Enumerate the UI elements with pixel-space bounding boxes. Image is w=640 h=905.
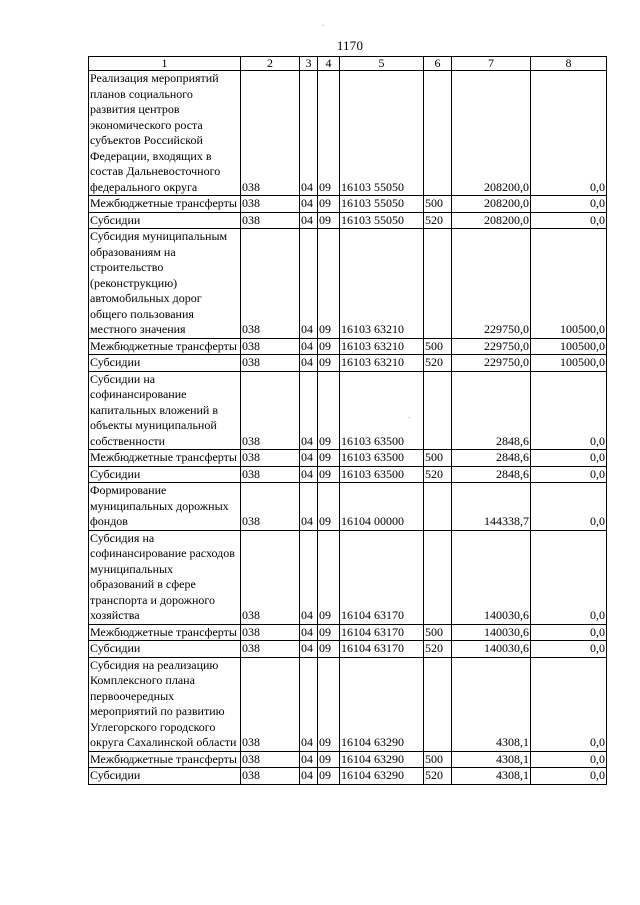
cell-col8: 0,0 xyxy=(531,371,607,450)
page-number: 1170 xyxy=(336,38,364,53)
cell-col2: 038 xyxy=(241,768,300,785)
cell-col8: 0,0 xyxy=(531,196,607,213)
cell-col8: 0,0 xyxy=(531,624,607,641)
cell-col6: 520 xyxy=(424,355,452,372)
cell-col7: 140030,6 xyxy=(452,530,531,624)
cell-col8: 0,0 xyxy=(531,751,607,768)
cell-col7: 208200,0 xyxy=(452,71,531,196)
cell-col7: 208200,0 xyxy=(452,196,531,213)
cell-col5: 16103 63210 xyxy=(340,229,424,339)
cell-col2: 038 xyxy=(241,624,300,641)
cell-col3: 04 xyxy=(300,466,318,483)
cell-col5: 16104 63290 xyxy=(340,657,424,751)
column-header: 5 xyxy=(340,57,424,71)
table-row xyxy=(89,229,607,339)
cell-name: Субсидии xyxy=(89,768,241,785)
cell-col7: 229750,0 xyxy=(452,229,531,339)
cell-col5: 16103 63500 xyxy=(340,450,424,467)
cell-col6: 500 xyxy=(424,450,452,467)
cell-col3: 04 xyxy=(300,212,318,229)
cell-col7: 2848,6 xyxy=(452,450,531,467)
cell-col8: 0,0 xyxy=(531,466,607,483)
cell-col5: 16104 63290 xyxy=(340,751,424,768)
cell-name: Субсидия муниципальным образованиям на строительство (реконструкцию) автомобильных дорог общего пользования местного значения xyxy=(89,229,241,339)
cell-col6: 500 xyxy=(424,624,452,641)
cell-col5: 16103 55050 xyxy=(340,212,424,229)
cell-name: Субсидия на софинансирование расходов муниципальных образований в сфере транспорта и дорожного хозяйства xyxy=(89,530,241,624)
cell-col3: 04 xyxy=(300,657,318,751)
header-row xyxy=(89,57,607,71)
cell-col3: 04 xyxy=(300,229,318,339)
table-row xyxy=(89,530,607,624)
cell-col3: 04 xyxy=(300,751,318,768)
cell-col6: 500 xyxy=(424,338,452,355)
cell-col4: 09 xyxy=(318,657,340,751)
cell-col4: 09 xyxy=(318,338,340,355)
cell-col8: 0,0 xyxy=(531,212,607,229)
cell-col8: 0,0 xyxy=(531,530,607,624)
cell-col7: 229750,0 xyxy=(452,355,531,372)
cell-col4: 09 xyxy=(318,196,340,213)
table-row xyxy=(89,751,607,768)
cell-col3: 04 xyxy=(300,371,318,450)
cell-name: Субсидия на реализацию Комплексного плана первоочередных мероприятий по развитию Углегорского городского округа Сахалинской области xyxy=(89,657,241,751)
cell-name: Субсидии xyxy=(89,212,241,229)
cell-col6 xyxy=(424,229,452,339)
cell-col2: 038 xyxy=(241,212,300,229)
cell-col7: 4308,1 xyxy=(452,751,531,768)
table-row xyxy=(89,355,607,372)
table-row xyxy=(89,450,607,467)
cell-col6 xyxy=(424,530,452,624)
cell-name: Межбюджетные трансферты xyxy=(89,338,241,355)
cell-col3: 04 xyxy=(300,450,318,467)
cell-col7: 2848,6 xyxy=(452,466,531,483)
column-header: 1 xyxy=(89,57,241,71)
cell-name: Субсидии xyxy=(89,355,241,372)
cell-col2: 038 xyxy=(241,371,300,450)
table-row xyxy=(89,338,607,355)
table-row xyxy=(89,641,607,658)
cell-col2: 038 xyxy=(241,71,300,196)
column-header: 6 xyxy=(424,57,452,71)
cell-col4: 09 xyxy=(318,530,340,624)
column-header: 2 xyxy=(241,57,300,71)
cell-col5: 16103 55050 xyxy=(340,71,424,196)
cell-col6: 500 xyxy=(424,751,452,768)
cell-col4: 09 xyxy=(318,212,340,229)
table-row xyxy=(89,624,607,641)
cell-col3: 04 xyxy=(300,355,318,372)
cell-col3: 04 xyxy=(300,530,318,624)
table-row xyxy=(89,768,607,785)
cell-col4: 09 xyxy=(318,483,340,531)
cell-col5: 16104 63170 xyxy=(340,624,424,641)
cell-name: Субсидии xyxy=(89,466,241,483)
cell-col6: 500 xyxy=(424,196,452,213)
cell-col8: 0,0 xyxy=(531,657,607,751)
cell-col4: 09 xyxy=(318,450,340,467)
cell-col2: 038 xyxy=(241,657,300,751)
cell-col3: 04 xyxy=(300,483,318,531)
cell-col5: 16103 63500 xyxy=(340,371,424,450)
cell-col7: 144338,7 xyxy=(452,483,531,531)
cell-col5: 16103 63500 xyxy=(340,466,424,483)
cell-col6: 520 xyxy=(424,212,452,229)
cell-col6 xyxy=(424,371,452,450)
cell-col4: 09 xyxy=(318,466,340,483)
cell-col2: 038 xyxy=(241,483,300,531)
table-row xyxy=(89,466,607,483)
cell-col5: 16104 63170 xyxy=(340,530,424,624)
cell-col2: 038 xyxy=(241,229,300,339)
cell-col7: 4308,1 xyxy=(452,657,531,751)
column-header: 7 xyxy=(452,57,531,71)
cell-col3: 04 xyxy=(300,768,318,785)
table-row xyxy=(89,657,607,751)
cell-name: Реализация мероприятий планов социального развития центров экономического роста субъектов Российской Федерации, входящих в состав Дальневосточного федерального округа xyxy=(89,71,241,196)
cell-col4: 09 xyxy=(318,371,340,450)
cell-col6 xyxy=(424,71,452,196)
cell-col5: 16104 00000 xyxy=(340,483,424,531)
cell-name: Субсидии на софинансирование капитальных вложений в объекты муниципальной собственности xyxy=(89,371,241,450)
cell-col8: 0,0 xyxy=(531,71,607,196)
cell-name: Межбюджетные трансферты xyxy=(89,624,241,641)
scan-speck: . xyxy=(322,18,325,28)
cell-col4: 09 xyxy=(318,229,340,339)
cell-col5: 16104 63290 xyxy=(340,768,424,785)
cell-col3: 04 xyxy=(300,624,318,641)
column-header: 4 xyxy=(318,57,340,71)
cell-col6: 520 xyxy=(424,641,452,658)
cell-name: Субсидии xyxy=(89,641,241,658)
table-row xyxy=(89,212,607,229)
cell-col4: 09 xyxy=(318,768,340,785)
cell-col2: 038 xyxy=(241,530,300,624)
cell-col4: 09 xyxy=(318,71,340,196)
cell-col8: 0,0 xyxy=(531,483,607,531)
cell-col4: 09 xyxy=(318,355,340,372)
table-body xyxy=(89,57,607,785)
cell-col8: 100500,0 xyxy=(531,229,607,339)
cell-name: Межбюджетные трансферты xyxy=(89,196,241,213)
cell-col2: 038 xyxy=(241,355,300,372)
cell-col2: 038 xyxy=(241,196,300,213)
budget-table xyxy=(88,56,607,785)
cell-col6 xyxy=(424,483,452,531)
cell-col7: 2848,6 xyxy=(452,371,531,450)
cell-col8: 100500,0 xyxy=(531,338,607,355)
column-header: 3 xyxy=(300,57,318,71)
table-row xyxy=(89,483,607,531)
table-row xyxy=(89,371,607,450)
cell-col6: 520 xyxy=(424,466,452,483)
cell-col7: 229750,0 xyxy=(452,338,531,355)
cell-col2: 038 xyxy=(241,466,300,483)
cell-col6: 520 xyxy=(424,768,452,785)
cell-name: Межбюджетные трансферты xyxy=(89,751,241,768)
table-row xyxy=(89,71,607,196)
cell-col7: 208200,0 xyxy=(452,212,531,229)
scan-speck: . xyxy=(408,410,411,420)
cell-col2: 038 xyxy=(241,641,300,658)
cell-col8: 0,0 xyxy=(531,450,607,467)
cell-col3: 04 xyxy=(300,338,318,355)
column-header: 8 xyxy=(531,57,607,71)
cell-col4: 09 xyxy=(318,641,340,658)
cell-col7: 4308,1 xyxy=(452,768,531,785)
cell-col6 xyxy=(424,657,452,751)
cell-col5: 16103 55050 xyxy=(340,196,424,213)
cell-col8: 0,0 xyxy=(531,768,607,785)
cell-col3: 04 xyxy=(300,71,318,196)
cell-col2: 038 xyxy=(241,751,300,768)
cell-col4: 09 xyxy=(318,751,340,768)
cell-col7: 140030,6 xyxy=(452,641,531,658)
cell-col5: 16103 63210 xyxy=(340,355,424,372)
cell-col2: 038 xyxy=(241,450,300,467)
cell-name: Формирование муниципальных дорожных фондов xyxy=(89,483,241,531)
cell-col4: 09 xyxy=(318,624,340,641)
cell-col3: 04 xyxy=(300,641,318,658)
table-row xyxy=(89,196,607,213)
cell-col3: 04 xyxy=(300,196,318,213)
cell-col8: 0,0 xyxy=(531,641,607,658)
cell-col2: 038 xyxy=(241,338,300,355)
cell-col8: 100500,0 xyxy=(531,355,607,372)
cell-col5: 16104 63170 xyxy=(340,641,424,658)
cell-col7: 140030,6 xyxy=(452,624,531,641)
cell-name: Межбюджетные трансферты xyxy=(89,450,241,467)
cell-col5: 16103 63210 xyxy=(340,338,424,355)
